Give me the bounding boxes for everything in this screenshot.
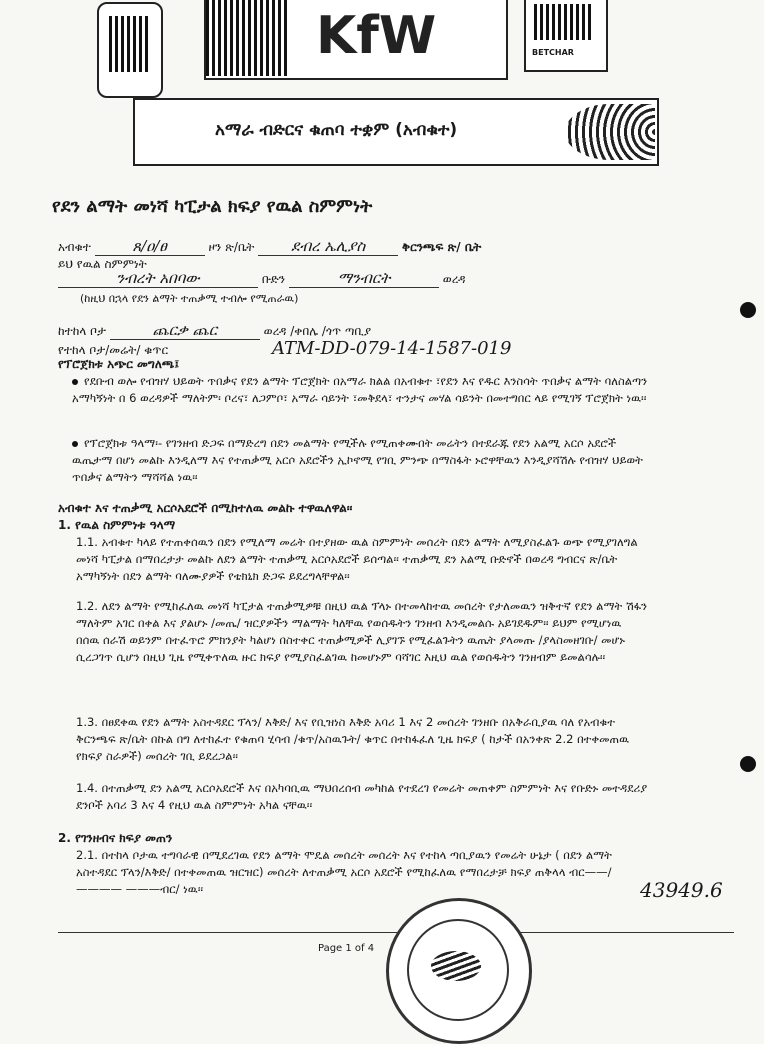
punch-hole-top <box>740 302 756 318</box>
group-label: ቡድን <box>261 272 286 286</box>
punch-hole-bottom <box>740 756 756 772</box>
item-1-3: 1.3. በፀደቀዉ የደን ልማት አስተዳደር ፕላን/ እቅድ/ እና የቢዝነስ እቅድ አባሪ 1 እና 2 መሰረት ገንዘቡ በአቅራቢያዉ ባለ የአብቁተ ቅርንጫፍ ጽ/ቤት በኩል በግ ለተከፈተ የቁጠባ ሂሳብ /ቁጥ/አስዉጉት/ ቁጥር በተከፋፈለ ጊዜ ክፍያ ( ከታች በአንቀጽ 2.2 በተቀመጠዉ የክፍያ ስራዎች) መሰረት ገቢ ይደረጋል፡፡ <box>76 715 630 763</box>
branch-value: ጸ/ዐ/ፀ <box>95 238 205 256</box>
intro-line: አብቁተ እና ተጠቃሚ አርሶአደሮች በሚከተለዉ መልኩ ተዋዉለዋል፡፡ <box>58 501 353 515</box>
bullet-text: የፕሮጀክቱ ዓላማ፡- የገንዘብ ድጋፍ በማድረግ በደን መልማት የሚችሉ የሚጠቀሙበት መሬትን በተደራጁ የደን አልሚ አርሶ አደሮች ዉጤታማ በሆነ መልኩ እንዲለማ እና የተጠቃሚ አርሶ አደሮችን ኢኮኖሚ የገቢ ምንጭ በማስፋት ኑሮዋቸዉን እንዲያሻሽሉ የብዝሃ ህይወት ጥበቃና ልማትን ማሻሻል ነዉ፡፡ <box>72 436 643 484</box>
bullet-text: የደቡብ ወሎ የብዝሃ ህይወት ጥበቃና የደን ልማት ፕሮጀክት በአማራ ክልል በአብቁተ ፣የደን እና የዱር እንስሳት ጥበቃና ልማት ባለስልጣን አማካኝነት በ 6 ወረዳዎች ማለትም፡ ቦረና፣ ለጋምቦ፣ አማራ ሳይንት ፣መቅደላ፣ ተንታና መሃል ሳይንት በመተግበር ላይ የሚገኝ ፕሮጀክት ነዉ፡፡ <box>72 374 648 405</box>
org-title: አማራ ብድርና ቁጠባ ተቋም (አብቁተ) <box>215 120 458 140</box>
zone-value: ደብረ ኤሊያስ <box>258 238 398 256</box>
bullet-dot <box>72 379 78 385</box>
zone-label: ዞን ጽ/ቤት <box>208 240 255 254</box>
form-row-3 <box>58 270 618 288</box>
section-1-heading: 1. የዉል ስምምነቱ ዓላማ <box>58 518 176 532</box>
acsi-logo <box>565 104 655 160</box>
item-1-4: 1.4. በተጠቃሚ ደን አልሚ አርሶአደሮች እና በአካባቢዉ ማህበረሰብ መካከል የተደረገ የመሬት መጠቀም ስምምነት እና የቡድኑ መተዳደሪያ ደንቦች አባሪ 3 እና 4 የዚህ ዉል ስምምነት አካል ናቸዉ፡፡ <box>76 781 648 812</box>
right-logo <box>524 0 608 72</box>
right-logo-text: BETCHAR <box>532 48 574 57</box>
bullet-2 <box>72 435 652 486</box>
beneficiary-note: (ከዚህ በኋላ የደን ልማት ተጠቃሚ ተብሎ የሚጠራዉ) <box>80 292 299 305</box>
kfw-logo <box>204 0 508 80</box>
bullet-dot <box>72 441 78 447</box>
office-label: ቅርንጫፍ ጽ/ ቤት <box>402 240 482 254</box>
form-row-2: ይህ የዉል ስምምነት <box>58 257 147 271</box>
site-location-label: ወረዳ /ቀበሌ /ጎጥ ጣቢያ <box>263 324 372 338</box>
item-1-1: 1.1. አብቁተ ካላይ የተጠቀሰዉን በደን የሚለማ መሬት በተያዘው ዉል ስምምነት መሰረት በደን ልማት ለሚያስፈልጉ ወጭ የሚያገለግል መነሻ ካፒታል በማበረታታ መልኩ ለደን ልማት ተጠቃሚ አርሶአደሮች ይሰጣል፡፡ ተጠቃሚ ደን አልሚ ቡድኖች በወረዳ ግብርና ጽ/ቤት አማካኝነት በደን ልማት ባለሙያዎች የቴክኒክ ድጋፍ ይደረግላቸዋል፡፡ <box>76 535 638 583</box>
institution-stamp <box>386 898 532 1044</box>
plot-number-value: ATM-DD-079-14-1587-019 <box>271 338 512 359</box>
page-number: Page 1 of 4 <box>318 943 375 954</box>
stamp-emblem <box>431 951 481 981</box>
item-1-2: 1.2. ለደን ልማት የሚከፈለዉ መነሻ ካፒታል ተጠቃሚዎቹ በዚህ ዉል ፕላኑ በተመላከተዉ መሰረት የታለመዉን ዝቅተኛ የደን ልማት ሽፋን ማለትም አገር በቀል እና ያልሆኑ /መጤ/ ዝርያዎችን ማልማት ካለቸዉ የወሰዱትን ገንዘብ እንዲመልሱ አይገደዱም፡፡ ይህም የሚሆነዉ በሰዉ ሰራሽ ወይንም በተፈጥሮ ምክንያት ካልሆነ በስተቀር ተጠቃሚዎች ሊያገኙ የሚፈልጉትን ዉጤት ያላመጡ /ያላስመዘገቡ/ መሆኑ ሲረጋገጥ ሲሆን በዚህ ጊዜ የሚቀጥለዉ ዙር ክፍያ የሚያስፈልገዉ ከመሆኑም ባሻገር እዚህ ዉል የወሰዱትን ገንዘብም ይመልሳሉ፡፡ <box>76 599 648 664</box>
item-2-1: 2.1. በተከላ ቦታዉ ተግባራዊ በሚደረገዉ የደን ልማት ሞዴል መሰረት መሰረት እና የተከላ ጣቢያዉን የመሬት ሁኔታ ( በደን ልማት አስተዳደር ፕላን/እቅድ/ በተቀመጠዉ ዝርዝር) መሰረት ለተጠቃሚ አርሶ አደሮች የሚከፈለዉ የማበረታቻ ክፍያ ጠቅላላ ብር——/———— ———ብር/ ነዉ፡፡ <box>76 848 612 896</box>
project-summary-label: የፕሮጀክቱ አጭር መግለጫ፤ <box>58 357 180 371</box>
left-logo <box>97 2 163 98</box>
site-label: ከተከላ ቦታ <box>58 324 106 338</box>
kfw-logo-text: KfW <box>316 6 437 66</box>
branch-label: አብቁተ <box>58 240 91 254</box>
document-title: የደን ልማት መነሻ ካፒታል ክፍያ የዉል ስምምነት <box>52 196 373 217</box>
amount-handwritten: 43949.6 <box>640 878 723 902</box>
site-value: ጨርቃ ጨር <box>110 322 260 340</box>
bullet-1 <box>72 373 652 407</box>
form-row-1 <box>58 238 618 256</box>
plot-number-label: የተከላ ቦታ/መሬት/ ቁጥር <box>58 343 169 357</box>
section-2-heading: 2. የገንዘብና ክፍያ መጠን <box>58 831 173 845</box>
group-value: ማንብርት <box>289 270 439 288</box>
name-value: ንብረት አበባው <box>58 270 258 288</box>
org-title-box <box>133 98 659 166</box>
woreda-label: ወረዳ <box>442 272 466 286</box>
